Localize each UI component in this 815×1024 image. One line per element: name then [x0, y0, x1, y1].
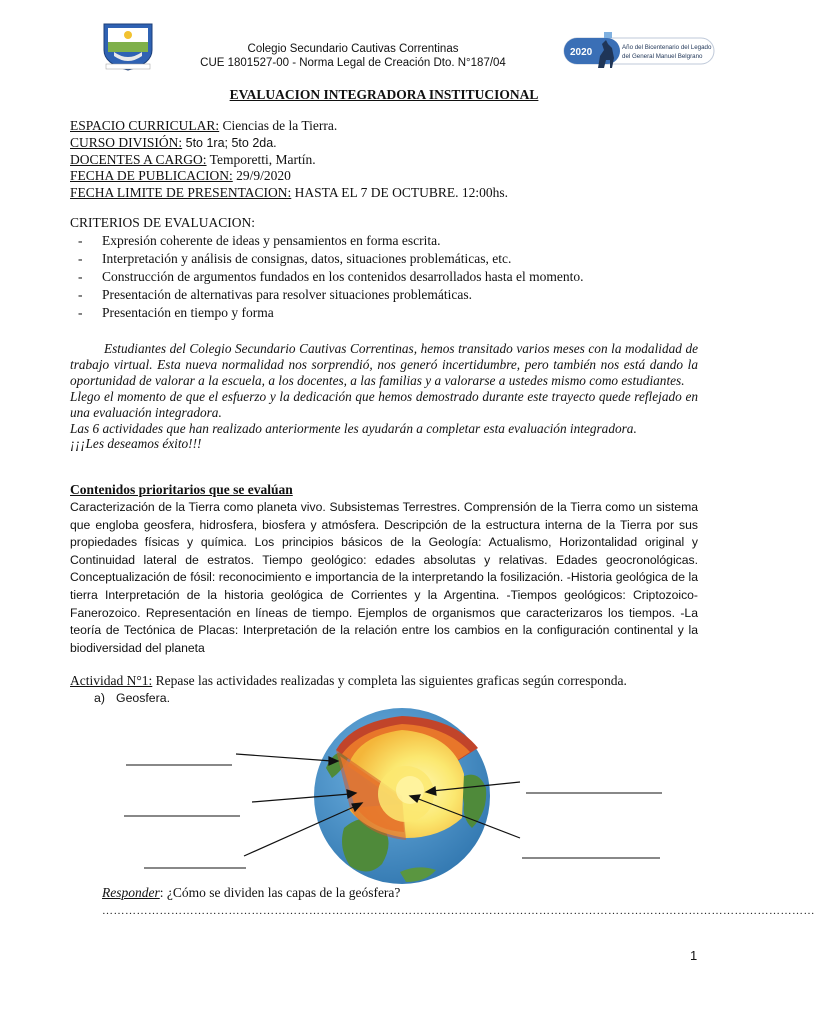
respond-question [102, 884, 702, 902]
school-logo [100, 20, 156, 72]
intro-closing: ¡¡¡Les deseamos éxito!!! [70, 436, 202, 452]
fecha-publicacion-label: FECHA DE PUBLICACION: [70, 168, 233, 184]
answer-dotted-line[interactable]: …………………………………………………………………………………………………………………………………………………………………… [102, 905, 815, 917]
espacio-label: ESPACIO CURRICULAR: [70, 118, 220, 133]
contents-body: Caracterización de la Tierra como planeta vivo. Subsistemas Terrestres. Comprensión de la Tierra como un sistema que engloba geosfera, hidrosfera, biosfera y atmósfera. Descripción de la estructura interna de la Tierra por sus propiedades físicas y química. Los principios básicos de la Geología: Actualismo, Horizontalidad original y Continuidad lateral de estratos. Tiempo geológico: edades absolutas y relativas. Edades geocronológicas. Conceptualización de fósil: reconocimiento e importancia de la interpretando la fosilización. -Historia geológica de la tierra Interpretación de la historia geológica de Corrientes y la Argentina. -Tiempos geológicos: Criptozoico-Fanerozoico. Representación en líneas de tiempo. Ejemplos de organismos que caracterizaros los tiempos. -La teoría de Tectónica de Placas: Interpretación de la relación entre los cambios en la configuración continental y la biodiversidad del planeta [70, 500, 698, 655]
school-header [188, 42, 518, 70]
course-info [70, 118, 710, 202]
intro-paragraph: Llego el momento de que el esfuerzo y la dedicación que hemos demostrado durante este trayecto quede reflejado en una evaluación integradora. [70, 388, 698, 420]
list-item: - Presentación en tiempo y forma [70, 304, 710, 322]
geosphere-diagram [100, 708, 680, 886]
fecha-limite-label: FECHA LIMITE DE PRESENTACION: [70, 185, 292, 201]
curso-value: 5to 1ra; 5to 2da. [182, 135, 277, 150]
activity-label: Actividad N°1: [70, 673, 153, 688]
sub-item-letter: a) [94, 690, 105, 705]
list-item: - Interpretación y análisis de consignas, datos, situaciones problemáticas, etc. [70, 250, 710, 268]
intro-message [70, 341, 698, 452]
sub-item-text: Geosfera. [116, 690, 170, 705]
fecha-publicacion-value: 29/9/2020 [232, 168, 291, 184]
school-cue: CUE 1801527-00 - Norma Legal de Creación Dto. N°187/04 [200, 57, 506, 69]
list-item: - Presentación de alternativas para resolver situaciones problemáticas. [70, 286, 710, 304]
intro-paragraph: Las 6 actividades que han realizado anteriormente les ayudarán a completar esta evaluación integradora. [70, 420, 637, 436]
badge-text-2: del General Manuel Belgrano [622, 53, 703, 60]
activity-text: Repase las actividades realizadas y completa las siguientes graficas según corresponda. [152, 673, 627, 688]
contents-heading: Contenidos prioritarios que se evalúan [70, 482, 293, 497]
fecha-limite-value: HASTA EL 7 DE OCTUBRE. 12:00hs. [291, 185, 508, 201]
list-item: - Expresión coherente de ideas y pensamientos en forma escrita. [70, 232, 710, 250]
docentes-label: DOCENTES A CARGO: [70, 151, 207, 167]
contents-section [70, 482, 698, 657]
respond-label: Responder [102, 885, 160, 900]
activity-1 [70, 673, 710, 706]
list-item: - Construcción de argumentos fundados en los contenidos desarrollados hasta el momento. [70, 268, 710, 286]
criteria-list [70, 232, 710, 322]
espacio-value: Ciencias de la Tierra. [219, 118, 338, 133]
respond-question-text: : ¿Cómo se dividen las capas de la geósfera? [159, 885, 401, 900]
badge-year: 2020 [570, 47, 593, 58]
badge-text-1: Año del Bicentenario del Legado [622, 44, 712, 51]
intro-paragraph: Estudiantes del Colegio Secundario Cautivas Correntinas, hemos transitado varios meses con la modalidad de trabajo virtual. Esta nueva normalidad nos sorprendió, nos generó incertidumbre, pero también nos está dando la oportunidad de valorar a la escuela, a los docentes, a las familias y a valorarse a ustedes mismo como estudiantes. [70, 341, 698, 388]
earth-globe [314, 696, 490, 884]
curso-label: CURSO DIVISIÓN: [70, 134, 183, 150]
document-title: EVALUACION INTEGRADORA INSTITUCIONAL [229, 87, 539, 102]
criteria-section [70, 214, 710, 322]
page-number: 1 [690, 948, 698, 963]
criteria-heading: CRITERIOS DE EVALUACION: [70, 215, 255, 230]
docentes-value: Temporetti, Martín. [206, 151, 316, 167]
school-name: Colegio Secundario Cautivas Correntinas [247, 43, 459, 55]
bicentenary-logo [560, 28, 716, 76]
